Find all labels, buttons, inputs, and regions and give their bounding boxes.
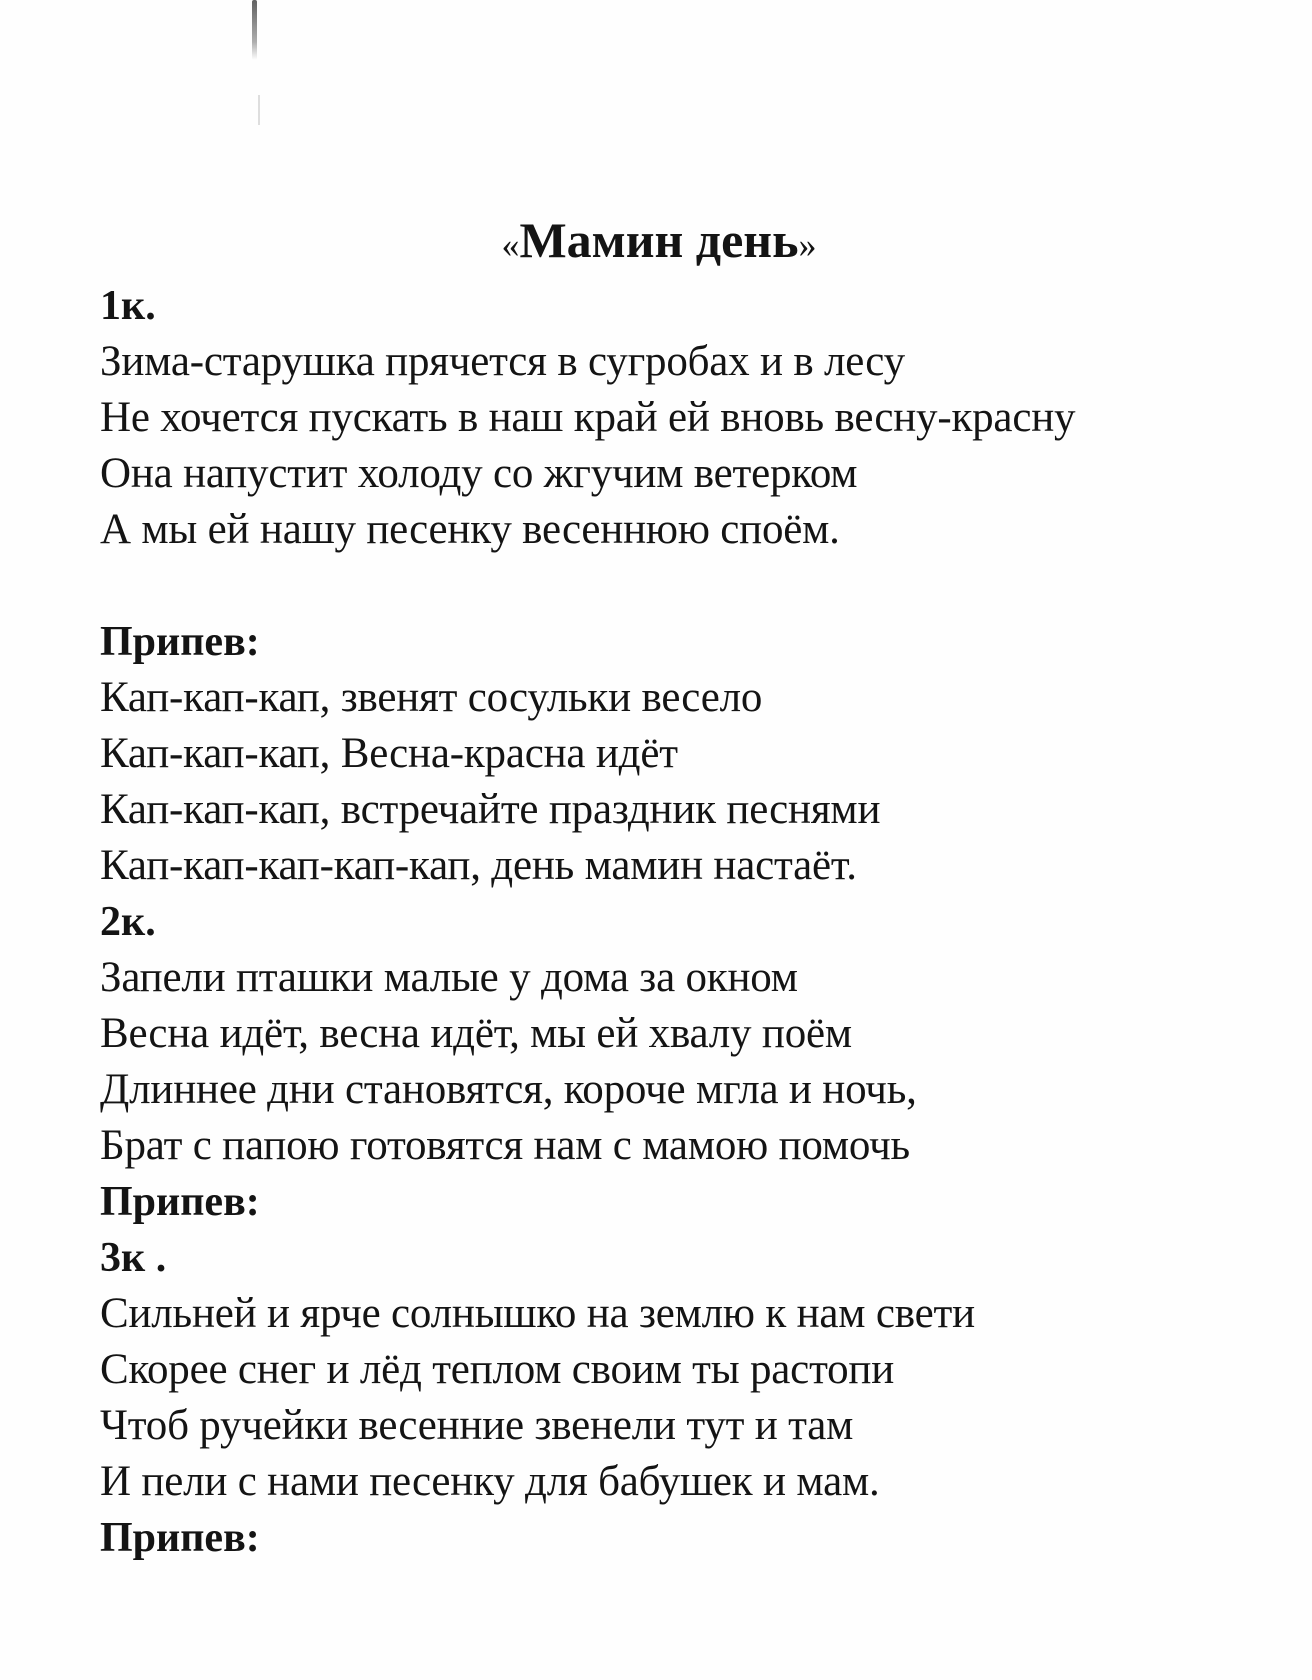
title-close-quote: » — [798, 225, 817, 265]
verse-1-line: А мы ей нашу песенку весеннюю споём. — [100, 506, 840, 553]
verse-3-line: Скорее снег и лёд теплом своим ты растопи — [100, 1346, 895, 1393]
chorus-line: Кап-кап-кап, Весна-красна идёт — [100, 730, 678, 777]
lyrics-body — [100, 278, 1300, 1566]
verse-3-line: И пели с нами песенку для бабушек и мам. — [100, 1458, 880, 1505]
title-open-quote: « — [501, 225, 520, 265]
verse-3-line: Чтоб ручейки весенние звенели тут и там — [100, 1402, 854, 1449]
chorus-line: Кап-кап-кап, звенят сосульки весело — [100, 674, 763, 721]
verse-1-line: Зима-старушка прячется в сугробах и в лесу — [100, 338, 905, 385]
chorus-label: Припев: — [100, 619, 260, 665]
verse-2-line: Длиннее дни становятся, короче мгла и ночь, — [100, 1066, 917, 1113]
song-title — [0, 210, 1312, 275]
scan-artifact-mark — [252, 0, 257, 60]
verse-1-line: Она напустит холоду со жгучим ветерком — [100, 450, 858, 497]
chorus-line: Кап-кап-кап, встречайте праздник песнями — [100, 786, 881, 833]
verse-2-line: Брат с папою готовятся нам с мамою помочь — [100, 1122, 910, 1169]
stanza-gap — [100, 558, 1300, 614]
verse-3-label: 3к . — [100, 1235, 167, 1281]
verse-2-chorus-ref: Припев: — [100, 1179, 260, 1225]
verse-1-line: Не хочется пускать в наш край ей вновь весну-красну — [100, 394, 1076, 441]
verse-2-line: Весна идёт, весна идёт, мы ей хвалу поём — [100, 1010, 852, 1057]
verse-2-label: 2к. — [100, 899, 156, 945]
title-text: Мамин день — [519, 212, 799, 268]
verse-3-chorus-ref: Припев: — [100, 1515, 260, 1561]
scan-artifact-mark-faint — [258, 95, 260, 125]
chorus-line: Кап-кап-кап-кап-кап, день мамин настаёт. — [100, 842, 857, 889]
verse-2-line: Запели пташки малые у дома за окном — [100, 954, 798, 1001]
verse-3-line: Сильней и ярче солнышко на землю к нам свети — [100, 1290, 975, 1337]
verse-1-label: 1к. — [100, 283, 156, 329]
